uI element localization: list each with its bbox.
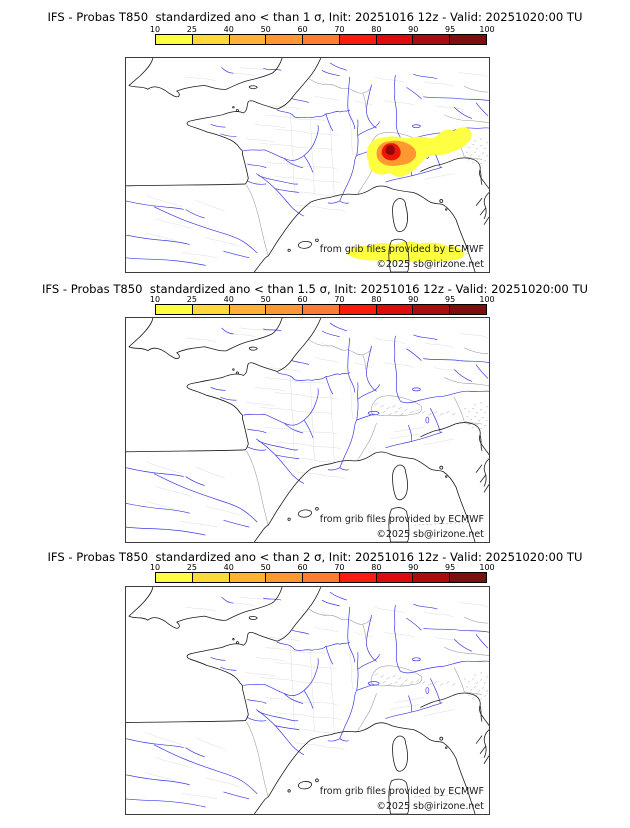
colorbar-tick-label: 40: [223, 295, 234, 304]
colorbar-tick-label: 95: [445, 25, 456, 34]
map-svg: [126, 318, 489, 542]
colorbar-tick-label: 70: [334, 563, 345, 572]
colorbar-tick-label: 95: [445, 295, 456, 304]
colorbar-tick-label: 60: [297, 25, 308, 34]
colorbar-tick-label: 10: [149, 25, 161, 34]
copyright-irizone: ©2025 sb@irizone.net: [376, 529, 484, 540]
colorbar-tick-label: 90: [408, 25, 419, 34]
colorbar: [155, 304, 487, 315]
colorbar-segment: [450, 305, 486, 314]
colorbar-tick-label: 80: [371, 563, 382, 572]
colorbar-tick-label: 80: [371, 295, 382, 304]
colorbar-segment: [266, 35, 303, 44]
panel-1p5-sigma: [0, 283, 630, 543]
colorbar-tick-label: 40: [223, 563, 234, 572]
colorbar-tick-label: 50: [260, 295, 271, 304]
map-svg: [126, 58, 489, 272]
map-western-europe: [125, 57, 490, 273]
panel-title: IFS - Probas T850 standardized ano < than 1 σ, Init: 20251016 12z - Valid: 20251020:00 TU: [47, 10, 583, 24]
colorbar-tick-label: 100: [479, 563, 495, 572]
attribution-ecmwf: from grib files provided by ECMWF: [319, 786, 484, 797]
colorbar: [155, 34, 487, 45]
copyright-irizone: ©2025 sb@irizone.net: [376, 801, 484, 812]
map-western-europe: [125, 586, 490, 815]
colorbar-tick-label: 50: [260, 25, 271, 34]
panel-2-sigma: [0, 551, 630, 815]
colorbar: [155, 572, 487, 583]
map-svg: [126, 587, 489, 814]
colorbar-tick-label: 25: [186, 295, 197, 304]
copyright-irizone: ©2025 sb@irizone.net: [376, 259, 484, 270]
colorbar-segment: [303, 573, 340, 582]
colorbar-segment: [303, 305, 340, 314]
colorbar-tick-label: 25: [186, 25, 197, 34]
colorbar-tick-label: 50: [260, 563, 271, 572]
colorbar-segment: [156, 305, 193, 314]
colorbar-tick-label: 100: [479, 295, 495, 304]
panel-title: IFS - Probas T850 standardized ano < than 2 σ, Init: 20251016 12z - Valid: 20251020:00 TU: [47, 550, 583, 564]
colorbar-tick-label: 90: [408, 563, 419, 572]
colorbar-segment: [340, 35, 377, 44]
panel-1-sigma: [0, 11, 630, 273]
colorbar-tick-label: 60: [297, 295, 308, 304]
colorbar-tick-label: 40: [223, 25, 234, 34]
colorbar-segment: [266, 305, 303, 314]
colorbar-tick-label: 70: [334, 25, 345, 34]
colorbar-segment: [340, 573, 377, 582]
colorbar-segment: [193, 573, 230, 582]
attribution-ecmwf: from grib files provided by ECMWF: [319, 244, 484, 255]
colorbar-segment: [413, 305, 450, 314]
colorbar-segment: [413, 35, 450, 44]
colorbar-segment: [156, 573, 193, 582]
colorbar-segment: [193, 35, 230, 44]
colorbar-tick-label: 25: [186, 563, 197, 572]
colorbar-segment: [193, 305, 230, 314]
attribution-ecmwf: from grib files provided by ECMWF: [319, 514, 484, 525]
colorbar-segment: [340, 305, 377, 314]
colorbar-segment: [413, 573, 450, 582]
colorbar-tick-label: 90: [408, 295, 419, 304]
colorbar-segment: [230, 305, 267, 314]
colorbar-segment: [377, 573, 414, 582]
colorbar-tick-label: 60: [297, 563, 308, 572]
colorbar-segment: [450, 573, 486, 582]
colorbar-segment: [303, 35, 340, 44]
colorbar-segment: [377, 305, 414, 314]
colorbar-segment: [230, 573, 267, 582]
colorbar-segment: [156, 35, 193, 44]
colorbar-tick-label: 80: [371, 25, 382, 34]
colorbar-segment: [450, 35, 486, 44]
colorbar-tick-label: 95: [445, 563, 456, 572]
map-western-europe: [125, 317, 490, 543]
colorbar-segment: [230, 35, 267, 44]
colorbar-tick-label: 10: [149, 563, 161, 572]
colorbar-segment: [377, 35, 414, 44]
colorbar-tick-label: 100: [479, 25, 495, 34]
panel-title: IFS - Probas T850 standardized ano < than 1.5 σ, Init: 20251016 12z - Valid: 20251020:00 TU: [41, 282, 589, 296]
colorbar-segment: [266, 573, 303, 582]
colorbar-tick-label: 70: [334, 295, 345, 304]
colorbar-tick-label: 10: [149, 295, 161, 304]
